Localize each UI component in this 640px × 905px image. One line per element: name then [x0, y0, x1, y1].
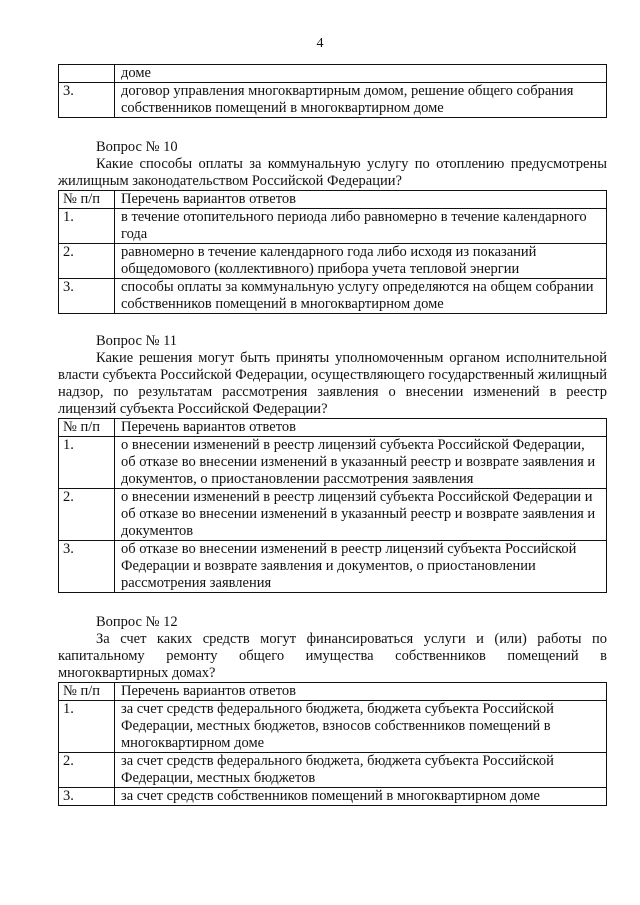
- answer-text: о внесении изменений в реестр лицензий субъекта Российской Федерации, об отказе во внесении изменений в указанный реестр и возврате заявления и документов, о приостановлении рассмотрения заявления: [115, 437, 607, 489]
- table-row: [59, 209, 607, 244]
- question-11-answers-table: [58, 418, 607, 593]
- answer-number: 3.: [59, 788, 115, 806]
- header-number: № п/п: [59, 683, 115, 701]
- answer-number: 2.: [59, 489, 115, 541]
- question-10-title: Вопрос № 10: [96, 139, 178, 155]
- question-12-title: Вопрос № 12: [96, 614, 178, 630]
- table-header-row: [59, 191, 607, 209]
- answer-number: 2.: [59, 753, 115, 788]
- answer-text: способы оплаты за коммунальную услугу определяются на общем собрании собственников помещений в многоквартирном доме: [115, 279, 607, 314]
- answer-text: в течение отопительного периода либо равномерно в течение календарного года: [115, 209, 607, 244]
- answer-text: равномерно в течение календарного года либо исходя из показаний общедомового (коллективного) прибора учета тепловой энергии: [115, 244, 607, 279]
- table-header-row: [59, 683, 607, 701]
- answers-table-continued: [58, 64, 607, 118]
- table-row: [59, 244, 607, 279]
- header-number: № п/п: [59, 419, 115, 437]
- answer-text: о внесении изменений в реестр лицензий субъекта Российской Федерации и об отказе во внесении изменений в указанный реестр и возврате заявления и документов: [115, 489, 607, 541]
- answer-number: 3.: [59, 83, 115, 118]
- table-row: [59, 753, 607, 788]
- question-11-title: Вопрос № 11: [96, 333, 178, 349]
- question-11-text: Какие решения могут быть приняты уполномоченным органом исполнительной власти субъекта Российской Федерации, осуществляющего государственный жилищный надзор, по результатам рассмотрения заявления о внесении изменений в реестр лицензий субъекта Российской Федерации?: [58, 350, 607, 417]
- question-10-text: Какие способы оплаты за коммунальную услугу по отоплению предусмотрены жилищным законодательством Российской Федерации?: [58, 156, 607, 189]
- answer-number: 3.: [59, 541, 115, 593]
- answer-text: об отказе во внесении изменений в реестр лицензий субъекта Российской Федерации и возврате заявления и документов, о приостановлении рассмотрения заявления: [115, 541, 607, 593]
- answer-number: 1.: [59, 209, 115, 244]
- answer-text: доме: [115, 65, 607, 83]
- table-row: [59, 489, 607, 541]
- table-header-row: [59, 419, 607, 437]
- table-row: [59, 65, 607, 83]
- answer-number: 2.: [59, 244, 115, 279]
- answer-number: 1.: [59, 437, 115, 489]
- header-answers: Перечень вариантов ответов: [115, 683, 607, 701]
- answer-text: за счет средств собственников помещений в многоквартирном доме: [115, 788, 607, 806]
- table-row: [59, 279, 607, 314]
- answer-text: договор управления многоквартирным домом, решение общего собрания собственников помещений в многоквартирном доме: [115, 83, 607, 118]
- table-row: [59, 701, 607, 753]
- table-row: [59, 788, 607, 806]
- answer-number: [59, 65, 115, 83]
- question-12-answers-table: [58, 682, 607, 806]
- question-10-answers-table: [58, 190, 607, 314]
- table-row: [59, 83, 607, 118]
- table-row: [59, 437, 607, 489]
- page-number: 4: [316, 36, 324, 51]
- answer-text: за счет средств федерального бюджета, бюджета субъекта Российской Федерации, местных бюджетов, взносов собственников помещений в многоквартирном доме: [115, 701, 607, 753]
- header-answers: Перечень вариантов ответов: [115, 191, 607, 209]
- answer-number: 1.: [59, 701, 115, 753]
- question-12-text: За счет каких средств могут финансироваться услуги и (или) работы по капитальному ремонту общего имущества собственников помещений в многоквартирных домах?: [58, 631, 607, 681]
- header-number: № п/п: [59, 191, 115, 209]
- answer-text: за счет средств федерального бюджета, бюджета субъекта Российской Федерации, местных бюджетов: [115, 753, 607, 788]
- answer-number: 3.: [59, 279, 115, 314]
- table-row: [59, 541, 607, 593]
- header-answers: Перечень вариантов ответов: [115, 419, 607, 437]
